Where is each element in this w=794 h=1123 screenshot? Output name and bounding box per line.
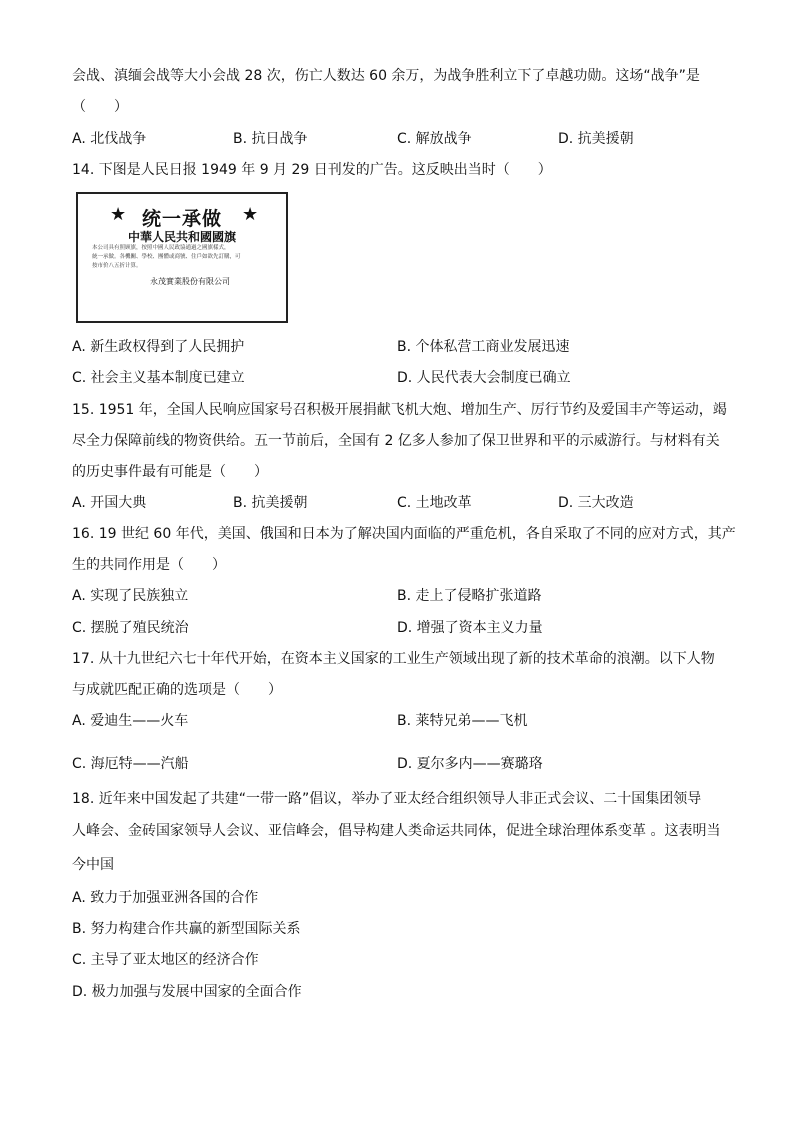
ad-subtitle: 中華人民共和國國旗	[127, 230, 236, 244]
q15-option-c: C. 土地改革	[397, 495, 472, 511]
q15-stem-line-1: 15. 1951 年，全国人民响应国家号召积极开展捐献飞机大炮、增加生产、厉行节约及爱国丰产等运动，竭	[72, 402, 727, 418]
q15-option-d: D. 三大改造	[558, 495, 634, 511]
q14-option-a: A. 新生政权得到了人民拥护	[72, 339, 245, 355]
q18-option-c: C. 主导了亚太地区的经济合作	[72, 952, 259, 968]
q18-option-b: B. 努力构建合作共赢的新型国际关系	[72, 921, 301, 937]
q15-stem-line-2: 尽全力保障前线的物资供给。五一节前后，全国有 2 亿多人参加了保卫世界和平的示威游行。与材料有关	[72, 433, 720, 449]
q17-stem-line-1: 17. 从十九世纪六七十年代开始，在资本主义国家的工业生产领域出现了新的技术革命的浪潮。以下人物	[72, 651, 715, 667]
q13-option-b: B. 抗日战争	[233, 131, 308, 147]
q16-option-a: A. 实现了民族独立	[72, 588, 189, 604]
q14-stem: 14. 下图是人民日报 1949 年 9 月 29 日刊发的广告。这反映出当时（ ）	[72, 162, 552, 178]
q16-option-b: B. 走上了侵略扩张道路	[397, 588, 542, 604]
q17-option-a: A. 爱迪生——火车	[72, 713, 189, 729]
q13-option-d: D. 抗美援朝	[558, 131, 634, 147]
q14-option-d: D. 人民代表大会制度已确立	[397, 370, 571, 386]
q13-option-c: C. 解放战争	[397, 131, 472, 147]
q16-stem-line-2: 生的共同作用是（ ）	[72, 557, 226, 573]
q13-stem-line-1: 会战、滇缅会战等大小会战 28 次，伤亡人数达 60 余万，为战争胜利立下了卓越功勋。这场“战争”是	[72, 68, 700, 84]
q18-option-a: A. 致力于加强亚洲各国的合作	[72, 890, 259, 906]
q17-option-b: B. 莱特兄弟——飞机	[397, 713, 528, 729]
q15-option-b: B. 抗美援朝	[233, 495, 308, 511]
q16-option-d: D. 增强了资本主义力量	[397, 620, 543, 636]
star-icon-right: ★	[242, 204, 259, 225]
q18-stem-line-1: 18. 近年来中国发起了共建“一带一路”倡议，举办了亚太经合组织领导人非正式会议、二十国集团领导	[72, 791, 702, 807]
q14-option-b: B. 个体私营工商业发展迅速	[397, 339, 570, 355]
ad-company: 永茂實業股份有限公司	[150, 277, 230, 286]
q17-option-c: C. 海厄特——汽船	[72, 756, 189, 772]
q14-option-c: C. 社会主义基本制度已建立	[72, 370, 245, 386]
q16-stem-line-1: 16. 19 世纪 60 年代，美国、俄国和日本为了解决国内面临的严重危机，各自采取了不同的应对方式，其产	[72, 526, 736, 542]
q18-stem-line-2: 人峰会、金砖国家领导人会议、亚信峰会，倡导构建人类命运共同体，促进全球治理体系变革 。这表明当	[72, 823, 721, 839]
ad-body-line-1: 本公司具有照顾旗，按照中國人民政協通過之國旗樣式，	[92, 245, 230, 251]
q13-option-a: A. 北伐战争	[72, 131, 147, 147]
q16-option-c: C. 摆脱了殖民统治	[72, 620, 189, 636]
q17-stem-line-2: 与成就匹配正确的选项是（ ）	[72, 682, 282, 698]
ad-body-line-3: 按市价八五折计算。	[92, 263, 142, 269]
star-icon-left: ★	[110, 204, 127, 225]
ad-body-line-2: 統一承做。各機關、學校、團體或商號、住戶如欲先訂購，可	[92, 254, 241, 260]
q18-stem-line-3: 今中国	[72, 857, 114, 873]
q15-option-a: A. 开国大典	[72, 495, 147, 511]
q15-stem-line-3: 的历史事件最有可能是（ ）	[72, 464, 268, 480]
ad-title: 统一承做	[141, 208, 222, 230]
q18-option-d: D. 极力加强与发展中国家的全面合作	[72, 984, 302, 1000]
q17-option-d: D. 夏尔多内——赛璐珞	[397, 756, 543, 772]
newspaper-ad-image	[76, 192, 288, 323]
q13-stem-line-2: （ ）	[72, 99, 128, 115]
